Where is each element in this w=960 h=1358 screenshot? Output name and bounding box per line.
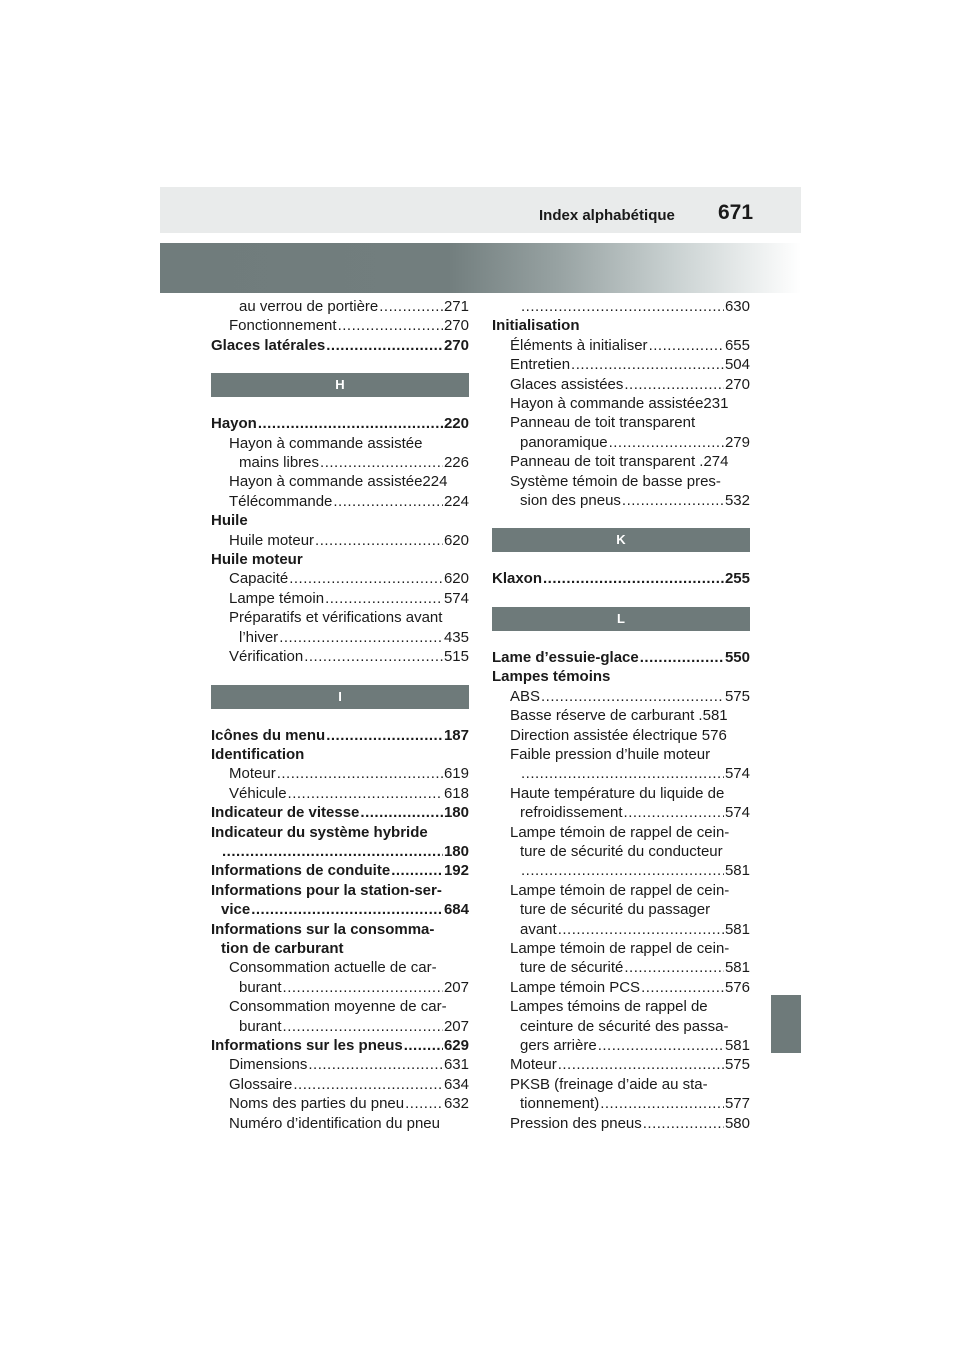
entry-page-number: 574 [724,765,750,783]
leader-dots [251,900,443,919]
leader-dots [405,1094,443,1113]
index-entry-sub [492,803,750,822]
index-entry-main [211,842,469,861]
index-entry-sub [211,569,469,588]
index-entry-main [211,1036,469,1055]
entry-label: avant [520,920,557,938]
entry-label: Hayon [211,415,257,433]
index-entry-sub [492,375,750,394]
index-entry-main: tion de carburant [221,939,344,957]
index-entry-main: Lampes témoins [492,668,611,686]
index-entry-sub [211,1017,469,1036]
index-entry-main: Identification [211,745,305,763]
entry-page-number: 515 [443,648,469,666]
entry-label: Fonctionnement [229,317,337,335]
index-entry-main [211,336,469,355]
entry-page-number: 684 [443,901,469,919]
leader-dots [643,1114,724,1133]
entry-page-number: 581 [724,862,750,880]
index-entry-main [492,569,750,588]
index-entry-sub: Hayon à commande assistée231 [510,395,729,413]
leader-dots [391,861,443,880]
index-entry-sub [211,764,469,783]
leader-dots [558,1055,724,1074]
entry-label: Pression des pneus [510,1114,642,1132]
entry-label: tionnement) [520,1095,600,1113]
entry-page-number: 435 [443,628,469,646]
index-entry-sub: Lampe témoin de rappel de cein- [510,939,730,957]
section-tab-marker [771,995,801,1053]
index-entry-sub: Haute température du liquide de [510,784,725,802]
entry-label: Moteur [229,765,276,783]
leader-dots [379,297,443,316]
entry-label: Éléments à initialiser [510,336,648,354]
leader-dots [279,628,443,647]
leader-dots [277,764,443,783]
entry-page-number: 550 [724,648,750,666]
index-entry-sub [492,978,750,997]
entry-label: Lame d’essuie-glace [492,648,639,666]
leader-dots [404,1036,443,1055]
entry-page-number: 180 [443,804,469,822]
entry-page-number: 270 [443,317,469,335]
entry-page-number: 581 [724,920,750,938]
entry-label: Dimensions [229,1056,308,1074]
entry-page-number: 619 [443,765,469,783]
index-entry-sub [492,1055,750,1074]
leader-dots [649,336,724,355]
decorative-banner [160,243,801,293]
leader-dots [320,453,443,472]
entry-label: au verrou de portière [239,298,379,315]
index-entry-sub [211,492,469,511]
leader-dots [521,861,724,880]
entry-page-number: 220 [443,415,469,433]
index-entry-sub [211,1075,469,1094]
entry-page-number: 581 [724,1037,750,1054]
leader-dots [360,803,443,822]
entry-page-number: 576 [724,978,750,996]
entry-label: Klaxon [492,570,543,588]
index-entry-sub: Lampes témoins de rappel de [510,998,708,1016]
index-entry-sub [492,920,750,939]
index-entry-sub [492,336,750,355]
entry-label: Glossaire [229,1075,293,1093]
index-entry-sub: Direction assistée électrique 576 [510,726,727,744]
section-letter-heading: L [492,607,750,631]
index-entry-sub: Panneau de toit transparent [510,414,696,432]
entry-page-number: 270 [443,336,469,354]
entry-label: vice [221,901,251,919]
index-entry-sub [492,355,750,374]
index-entry-sub [492,687,750,706]
index-entry-sub [492,433,750,452]
leader-dots [326,336,443,355]
section-letter-heading: K [492,528,750,552]
entry-label: Moteur [510,1056,557,1074]
entry-page-number: 574 [724,804,750,822]
entry-label: Lampe témoin PCS [510,978,641,996]
entry-label: refroidissement [520,804,623,822]
index-entry-sub: ture de sécurité du passager [520,901,711,919]
leader-dots [571,355,724,374]
index-entry-sub: PKSB (freinage d’aide au sta- [510,1075,708,1093]
entry-page-number: 655 [724,336,750,354]
page-title: Index alphabétique [539,207,675,224]
entry-page-number: 634 [443,1075,469,1093]
entry-label: Informations sur les pneus [211,1037,403,1054]
index-entry-sub [492,1094,750,1113]
entry-page-number: 532 [724,492,750,510]
index-entry-sub [211,453,469,472]
entry-page-number: 192 [443,862,469,880]
page-number: 671 [718,201,754,224]
entry-page-number: 271 [443,298,469,315]
entry-page-number: 279 [724,433,750,451]
index-entry-sub [211,1055,469,1074]
leader-dots [333,492,443,511]
index-entry-main: Indicateur du système hybride [211,823,428,841]
entry-page-number: 187 [443,726,469,744]
index-entry-sub: Faible pression d’huile moteur [510,745,711,763]
index-entry-sub [211,978,469,997]
leader-dots [521,764,724,783]
entry-page-number: 574 [443,589,469,607]
leader-dots [624,958,724,977]
leader-dots [288,784,443,803]
entry-page-number: 207 [443,978,469,996]
leader-dots [315,531,443,550]
header-bar [160,187,801,233]
leader-dots [600,1094,724,1113]
leader-dots [624,803,724,822]
entry-page-number: 207 [443,1017,469,1035]
entry-label: ABS [510,687,541,705]
entry-label: sion des pneus [520,492,621,510]
entry-page-number: 580 [724,1114,750,1132]
index-entry-sub: Hayon à commande assistée224 [229,473,448,491]
index-entry-sub [492,958,750,977]
entry-label: burant [239,978,282,996]
leader-dots [624,375,724,394]
entry-page-number: 629 [443,1037,469,1054]
index-entry-main [211,900,469,919]
leader-dots [521,297,724,316]
leader-dots [609,433,724,452]
index-entry-sub [492,491,750,510]
entry-page-number: 632 [443,1095,469,1113]
index-column-right [492,297,750,1133]
index-entry-sub [211,531,469,550]
entry-label: Icônes du menu [211,726,326,744]
entry-label: mains libres [239,454,320,472]
leader-dots [622,491,724,510]
leader-dots [325,589,443,608]
index-entry-sub: Lampe témoin de rappel de cein- [510,823,730,841]
entry-page-number: 577 [724,1095,750,1113]
leader-dots [304,647,443,666]
entry-label: ture de sécurité [520,959,624,977]
leader-dots [258,414,443,433]
index-entry-sub: ture de sécurité du conducteur [520,842,723,860]
entry-label: Glaces latérales [211,336,326,354]
entry-page-number: 620 [443,570,469,588]
index-entry-main: Huile [211,512,248,530]
index-entry-main: Huile moteur [211,551,303,569]
leader-dots [541,687,724,706]
index-entry-sub [492,297,750,316]
entry-label: Véhicule [229,784,287,802]
leader-dots [558,920,724,939]
index-entry-sub [492,1114,750,1133]
entry-label: Capacité [229,570,289,588]
entry-page-number: 504 [724,356,750,374]
index-entry-sub: Consommation actuelle de car- [229,959,437,977]
index-entry-sub: Hayon à commande assistée [229,434,423,452]
entry-page-number: 620 [443,531,469,549]
index-entry-sub: Lampe témoin de rappel de cein- [510,881,730,899]
index-entry-sub [492,861,750,880]
index-entry-sub [211,784,469,803]
section-letter-heading: H [211,373,469,397]
leader-dots [289,569,443,588]
leader-dots [222,842,443,861]
entry-label: Vérification [229,648,304,666]
leader-dots [598,1036,724,1055]
index-entry-main [211,414,469,433]
entry-label: Entretien [510,356,571,374]
leader-dots [293,1075,443,1094]
entry-label: Indicateur de vitesse [211,804,360,822]
index-entry-sub: Panneau de toit transparent .274 [510,453,729,471]
index-entry-sub: Numéro d’identification du pneu [229,1114,440,1132]
leader-dots [283,1017,443,1036]
entry-page-number: 255 [724,570,750,588]
index-entry-main [492,648,750,667]
leader-dots [338,316,443,335]
index-entry-sub: ceinture de sécurité des passa- [520,1017,729,1035]
entry-label: panoramique [520,433,608,451]
entry-label: Lampe témoin [229,589,325,607]
leader-dots [283,978,443,997]
leader-dots [326,726,443,745]
index-entry-main: Informations pour la station-ser- [211,881,442,899]
index-entry-sub: Consommation moyenne de car- [229,998,447,1016]
entry-label: l’hiver [239,628,279,646]
index-entry-sub [211,1094,469,1113]
entry-label: Glaces assistées [510,375,624,393]
entry-label: burant [239,1017,282,1035]
entry-page-number: 618 [443,784,469,802]
entry-page-number: 630 [724,298,750,315]
entry-page-number: 575 [724,687,750,705]
index-entry-sub [211,316,469,335]
entry-page-number: 180 [443,842,469,860]
index-entry-sub [211,628,469,647]
leader-dots [641,978,724,997]
index-entry-sub [211,647,469,666]
index-entry-sub [492,1036,750,1055]
entry-label: Télécommande [229,492,333,510]
leader-dots [543,569,724,588]
index-entry-sub: Préparatifs et vérifications avant [229,609,443,627]
index-entry-sub: Basse réserve de carburant .581 [510,707,728,725]
index-entry-sub [211,589,469,608]
entry-label: Informations de conduite [211,862,391,880]
leader-dots [308,1055,443,1074]
index-entry-main: Initialisation [492,317,580,335]
entry-page-number: 270 [724,375,750,393]
entry-label: Huile moteur [229,531,315,549]
entry-page-number: 631 [443,1056,469,1074]
entry-label: Noms des parties du pneu [229,1095,405,1113]
index-entry-sub [492,764,750,783]
index-entry-main [211,803,469,822]
index-entry-main: Informations sur la consomma- [211,920,435,938]
entry-label: gers arrière [520,1037,597,1054]
index-entry-main [211,861,469,880]
entry-page-number: 575 [724,1056,750,1074]
index-entry-sub [211,297,469,316]
entry-page-number: 224 [443,492,469,510]
entry-page-number: 226 [443,454,469,472]
index-entry-main [211,726,469,745]
index-column-left [211,297,469,1133]
entry-page-number: 581 [724,959,750,977]
leader-dots [640,648,724,667]
index-entry-sub: Système témoin de basse pres- [510,472,721,490]
section-letter-heading: I [211,685,469,709]
